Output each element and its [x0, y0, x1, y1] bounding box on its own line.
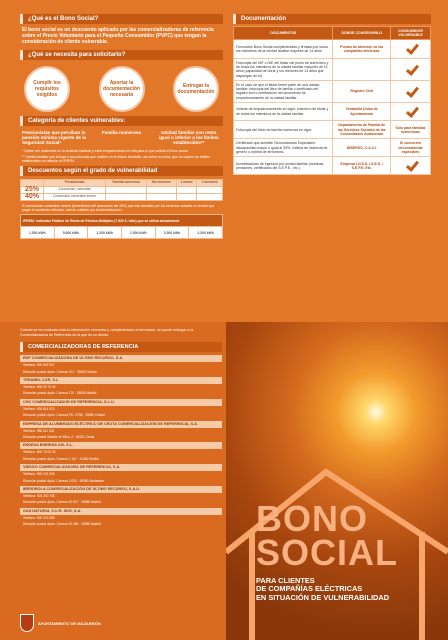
- doc-row: [234, 58, 431, 80]
- company-phone: Teléfono: 900 100 283: [23, 515, 55, 520]
- disc-col-1-menor: 1 menor: [176, 180, 197, 187]
- company-item: [20, 421, 222, 441]
- doc-where: IMSERSO, C.A.V.I.: [333, 139, 391, 157]
- company-phone: Teléfono: 956 511 300: [23, 428, 55, 433]
- doc-row: [234, 157, 431, 175]
- doc-text: Fotocopia del título de familia numerosa en vigor.: [234, 121, 333, 139]
- disc-label-25: Consumidor vulnerable: [43, 187, 105, 194]
- cover-title-bono: BONO: [256, 498, 368, 539]
- company-address: Dirección postal: Apdo. Correos F.D. N°56 · 33080 Oviedo: [23, 413, 106, 418]
- logo-text: AYUNTAMIENTO DE MAZARRÓN: [38, 620, 101, 626]
- categoria-pensionistas: Pensionistas que perciban la pensión mínima vigente de la Seguridad Social*: [22, 129, 87, 146]
- doc-text: Formulario Bono Social cumplimentado y firmado por todos los miembros de la unidad familiar mayores de 14 años.: [234, 40, 333, 58]
- categoria-familia-numerosa: Familia numerosa: [101, 129, 142, 135]
- company-phone: Teléfono: 900 902 947: [23, 363, 55, 368]
- step-3: Entregar la documentación: [173, 66, 219, 112]
- cover-panel: [226, 322, 448, 640]
- checkmark-icon: [405, 42, 417, 54]
- company-address: Dirección postal: Apdo. Correos 61.084 · 28080 Madrid: [23, 522, 101, 527]
- company-name: IBERDROLA COMERCIALIZACIÓN DE ÚLTIMO RECURSO, S.A.U.: [20, 486, 222, 493]
- disc-pct-25: 25%: [21, 187, 44, 194]
- doc-row: [234, 139, 431, 157]
- iprem-value: 1.500 kWh: [121, 227, 155, 239]
- checkmark-icon: [405, 159, 417, 171]
- requisitos-heading: ¿Qué se necesita para solicitarlo?: [20, 50, 223, 60]
- categorias-list: [22, 130, 221, 146]
- company-name: EMPRESA DE ALUMBRADO ELÉCTRICO DE CEUTA COMERCIALIZACIÓN DE REFERENCIA, S.A.: [20, 421, 222, 428]
- que-es-text: El bono social es un descuento aplicado por las comercializadoras de referencia sobre el Precio Voluntario para el Pequeño Consumidor (PVPC) que tengan la consideración de cliente vulnerable.: [22, 27, 214, 46]
- categorias-heading: Categoría de clientes vulnerables:: [20, 116, 223, 126]
- doc-extra: Sólo para familias numerosas: [395, 125, 426, 134]
- doc-where: Departamento de Familia de los Servicios Sociales de las Comunidades Autónomas: [333, 121, 391, 139]
- company-phone: Teléfono: 900 101 005: [23, 472, 55, 477]
- doc-where: Empresa I.N.S.S. I.S.E.S. / S.E.P.E. Etc.: [333, 157, 391, 175]
- company-address: Dirección postal: Apdo. Correos 170 · 28080 Madrid: [23, 391, 97, 396]
- comercializadoras-column: [20, 328, 222, 530]
- company-item: [20, 442, 222, 462]
- doc-header-vulnerable: CONSUMIDOR VULNERABLE: [391, 27, 431, 40]
- comercializadoras-heading: COMERCIALIZADORAS DE REFERENCIA: [20, 342, 222, 352]
- disc-col-sin-menores: Sin menores: [146, 180, 176, 187]
- iprem-label: IPREM: Indicador Público de Renta de Efectos Múltiples (7.520 € / año) que se utiliza actualmente: [21, 215, 223, 227]
- checkmark-icon: [405, 63, 417, 75]
- doc-vulnerable-cell: [391, 121, 431, 139]
- ayuntamiento-logo: [20, 614, 101, 632]
- que-es-heading: ¿Qué es el Bono Social?: [20, 14, 223, 24]
- cover-title: [256, 498, 399, 573]
- doc-text: Certificado que acredite Circunstancias Especiales: discapacidad mayor o igual al 33%, víctima de violencia de género o víctima de terrorismo.: [234, 139, 333, 157]
- step-1: Cumplir los requisitos exigidos: [24, 66, 70, 112]
- doc-vulnerable-cell: [391, 157, 431, 175]
- doc-vulnerable-cell: [391, 80, 431, 102]
- doc-text: En el caso de que el titular forme parte de una unidad familiar: fotocopia del libro de familia o certificado del registro civil o certificación del documento de empadronamiento de la unidad familiar.: [234, 80, 333, 102]
- company-item: [20, 464, 222, 484]
- doc-where: Registro Civil: [333, 80, 391, 102]
- iprem-value: 1.500 kWh: [21, 227, 55, 239]
- checkmark-icon: [405, 85, 417, 97]
- cover-subtitle-line: DE COMPAÑÍAS ELÉCTRICAS: [256, 584, 363, 594]
- doc-row: [234, 40, 431, 58]
- company-name: ENDESA ENERGÍA XXI, S.L.: [20, 442, 222, 449]
- doc-row: [234, 80, 431, 102]
- company-address: Dirección postal: Apdo. Correos 1.167 · 41080 Sevilla: [23, 456, 99, 461]
- doc-text: Fotocopia del NIF o NIE del titular del punto de suministro y de todos los miembros de la unidad familiar mayores de 14 años (capacidad de obrar y los menores de 14 años que dispongan de él).: [234, 58, 333, 80]
- disc-label-40: Consumidor vulnerable severo: [43, 194, 105, 201]
- doc-vulnerable-cell: [391, 40, 431, 58]
- doc-where: [333, 58, 391, 80]
- company-address: Dirección postal: Apdo. Correos 61.017 · 28080 Madrid: [23, 500, 101, 505]
- descuentos-table: [20, 179, 223, 200]
- disc-col-2-menores: 2 menores: [197, 180, 223, 187]
- company-name: VIESGO COMERCIALIZADORA DE REFERENCIA, S.A.: [20, 464, 222, 471]
- documentacion-heading: Documentación: [233, 14, 431, 24]
- requisitos-steps: [24, 66, 219, 112]
- company-item: [20, 486, 222, 506]
- doc-header-documentos: DOCUMENTOS: [234, 27, 333, 40]
- categorias-note-1: * Deben ser residentes en la vivienda habitual y estar empadronados en ella para el que solicita el bono social.: [22, 148, 189, 153]
- doc-vulnerable-cell: [391, 139, 431, 157]
- descuentos-heading: Descuentos según el grado de vulnerabilidad: [20, 166, 223, 176]
- cover-title-social: SOCIAL: [256, 532, 399, 573]
- company-phone: Teléfono: 900 200 708: [23, 494, 55, 499]
- iprem-value: 2.000 kWh: [155, 227, 189, 239]
- company-address: Dirección postal: Beatriz de Silva, 2 · 51001 Ceuta: [23, 435, 95, 440]
- iprem-value: 5.000 kWh: [54, 227, 88, 239]
- doc-text: Volante de empadronamiento en vigor, colectivo del titular y de todos los miembros de la unidad familiar.: [234, 103, 333, 121]
- disc-col-familia: Familia numerosa: [106, 180, 147, 187]
- categoria-renta: Unidad familiar con renta igual o inferior a los límites establecidos**: [159, 129, 219, 146]
- iprem-value: 2.200 kWh: [189, 227, 223, 239]
- company-address: Dirección postal: Apdo. Correos 101 · 33080 Oviedo: [23, 369, 97, 374]
- documentacion-table: [233, 26, 431, 175]
- cover-subtitle: [256, 577, 389, 602]
- doc-where: Puntos de atención de las compañías eléctricas: [333, 40, 391, 58]
- company-item: [20, 508, 222, 528]
- iprem-table: [20, 214, 223, 239]
- crest-icon: [20, 614, 34, 632]
- categorias-note-2: ** Unidad familiar que incluya a las personas que residen en el mismo domicilio, así como su renta, que no supere los límites establecidos en relación al IPREM.: [22, 155, 210, 164]
- company-item: [20, 355, 222, 375]
- disc-col-pensionistas: Pensionistas: [43, 180, 105, 187]
- right-column: [233, 14, 431, 175]
- left-column: [20, 14, 223, 239]
- step-2: Aportar la documentación necesaria: [99, 66, 145, 112]
- doc-vulnerable-cell: [391, 58, 431, 80]
- doc-row: [234, 103, 431, 121]
- company-name: TERABEL COR, S.L.: [20, 377, 222, 384]
- company-item: [20, 377, 222, 397]
- company-phone: Teléfono: 900 92 70 43: [23, 385, 56, 389]
- doc-vulnerable-cell: [391, 103, 431, 121]
- checkmark-icon: [405, 105, 417, 117]
- descuentos-note: El consumidor vulnerable severo (beneficiario del descuento del 40%) que sea atendido por los servicios sociales no tendrá que pagar el suministro eléctrico, siendo cubierto por la Administración.: [22, 203, 215, 213]
- companies-list: [20, 355, 222, 528]
- doc-row: [234, 121, 431, 139]
- doc-header-donde: DÓNDE CONSEGUIRLO: [333, 27, 391, 40]
- company-phone: Teléfono: 800 76 03 33: [23, 450, 56, 455]
- doc-extra: Sí concurren circunstancias especiales: [398, 141, 423, 154]
- company-address: Dirección postal: Apdo. Correos 2.025 · 39080 Santander: [23, 478, 104, 483]
- iprem-value: 1.200 kWh: [88, 227, 122, 239]
- bottom-intro: Cuando se ha recabado toda la información necesaria y cumplimentado el formulario, se puede entregar a la Comercializadora de Referencia de la que es su cliente.: [20, 328, 194, 337]
- cover-subtitle-line: EN SITUACIÓN DE VULNERABILIDAD: [256, 592, 390, 602]
- doc-where: Ventanilla Única de Ayuntamiento: [333, 103, 391, 121]
- bottom-section: [0, 322, 448, 640]
- doc-text: Acreditaciones de ingresos por unidad familiar (nóminas, pensiones, certificados del S.E.P.E., etc.).: [234, 157, 333, 175]
- company-name: GAS NATURAL S.U.R. SDG, S.A.: [20, 508, 222, 515]
- company-name: EDP COMERCIALIZADORA DE ÚLTIMO RECURSO, S.A.: [20, 355, 222, 362]
- company-item: [20, 399, 222, 419]
- cover-subtitle-line: PARA CLIENTES: [256, 576, 315, 585]
- disc-pct-40: 40%: [21, 194, 44, 201]
- company-name: CHC COMERCIALIZADOR DE REFERENCIA, S.L.U.: [20, 399, 222, 406]
- company-phone: Teléfono: 900 814 023: [23, 406, 55, 411]
